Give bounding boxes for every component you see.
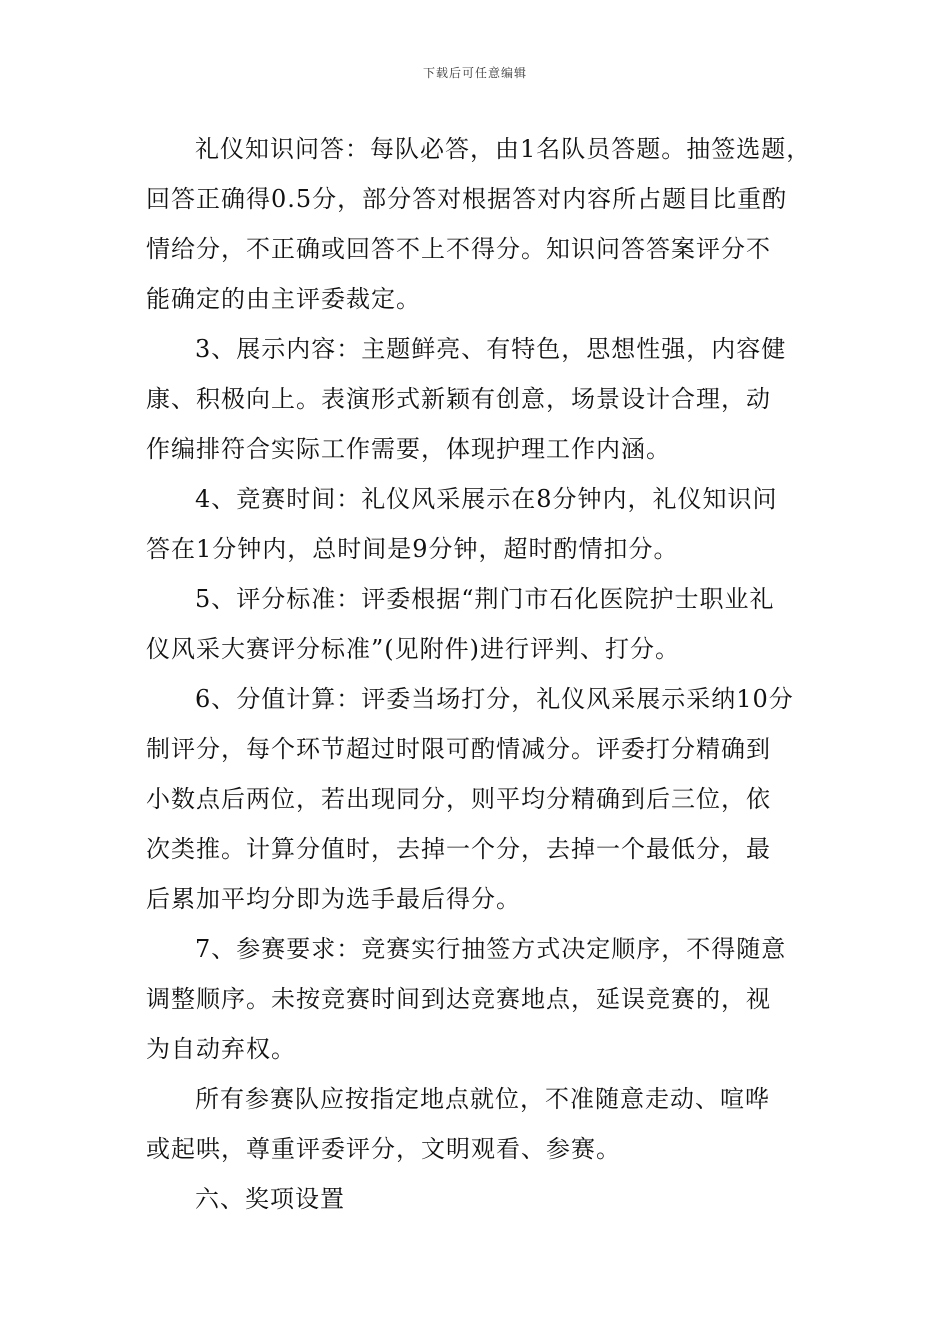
- text-line: 为自动弃权。: [146, 1035, 296, 1063]
- text-line: 答在1分钟内，总时间是9分钟，超时酌情扣分。: [146, 535, 679, 563]
- text-line: 小数点后两位，若出现同分，则平均分精确到后三位，依: [146, 785, 771, 813]
- text-line: 次类推。计算分值时，去掉一个分，去掉一个最低分，最: [146, 835, 771, 863]
- text-line: 情给分，不正确或回答不上不得分。知识问答答案评分不: [146, 235, 771, 263]
- text-line: 礼仪知识问答：每队必答，由1名队员答题。抽签选题，: [195, 135, 812, 163]
- text-line: 4、竞赛时间：礼仪风采展示在8分钟内，礼仪知识问: [195, 485, 778, 513]
- text-line: 能确定的由主评委裁定。: [146, 285, 421, 313]
- section-heading: 六、奖项设置: [195, 1185, 345, 1213]
- text-line: 6、分值计算：评委当场打分，礼仪风采展示采纳10分: [195, 685, 794, 713]
- text-line: 作编排符合实际工作需要，体现护理工作内涵。: [146, 435, 671, 463]
- text-line: 3、展示内容：主题鲜亮、有特色，思想性强，内容健: [195, 335, 787, 363]
- text-line: 5、评分标准：评委根据“荆门市石化医院护士职业礼: [195, 585, 775, 613]
- text-line: 制评分，每个环节超过时限可酌情减分。评委打分精确到: [146, 735, 771, 763]
- text-line: 或起哄，尊重评委评分，文明观看、参赛。: [146, 1135, 621, 1163]
- text-line: 7、参赛要求：竞赛实行抽签方式决定顺序，不得随意: [195, 935, 787, 963]
- text-line: 后累加平均分即为选手最后得分。: [146, 885, 521, 913]
- text-line: 调整顺序。未按竞赛时间到达竞赛地点，延误竞赛的，视: [146, 985, 771, 1013]
- text-line: 仪风采大赛评分标准”(见附件)进行评判、打分。: [146, 635, 680, 663]
- text-line: 康、积极向上。表演形式新颖有创意，场景设计合理，动: [146, 385, 771, 413]
- page-header: 下载后可任意编辑: [422, 66, 527, 80]
- text-line: 所有参赛队应按指定地点就位，不准随意走动、喧哗: [195, 1085, 770, 1113]
- text-line: 回答正确得0.5分，部分答对根据答对内容所占题目比重酌: [146, 185, 788, 213]
